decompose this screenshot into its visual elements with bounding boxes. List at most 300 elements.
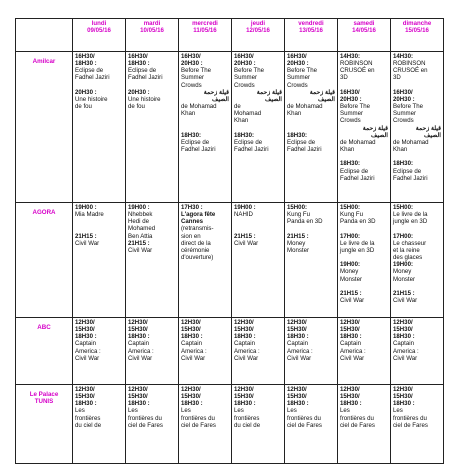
showtime: 15H30/: [234, 393, 254, 401]
day-header-dimanche: [391, 19, 444, 52]
film-title-line: Fadhel Jaziri: [128, 74, 163, 82]
film-title-line: Summer: [181, 74, 205, 82]
showtime: 15H30/: [75, 393, 95, 401]
film-title-line: Summer: [234, 74, 258, 82]
showtime: 18H30:: [287, 131, 307, 139]
showtime-cell: [285, 318, 338, 385]
showtime-cell: [338, 52, 391, 203]
film-title-line: frontières: [75, 414, 101, 422]
film-title-line: Civil War: [75, 354, 100, 362]
film-title-line: [287, 225, 335, 232]
day-header-mardi: [126, 19, 179, 52]
film-title-line: Crowds: [234, 81, 255, 89]
day-header-samedi: [338, 19, 391, 52]
showtime-cell: [179, 318, 232, 385]
showtime: 15H30/: [234, 326, 254, 334]
showtime: 20H30 :: [75, 88, 97, 96]
showtime: 15H30/: [393, 393, 413, 401]
film-title-line: Une histoire: [75, 95, 108, 103]
film-title-line: direct de la: [181, 239, 211, 247]
film-title-line: Captain: [128, 340, 150, 348]
film-title-line: Le chasseur: [393, 239, 427, 247]
film-title-line: ciel de Fares: [287, 421, 322, 429]
film-title-line: Fadhel Jaziri: [340, 174, 375, 182]
film-title-line: CRUSOÉ en: [340, 67, 375, 75]
showtime: 18H30 :: [128, 400, 150, 408]
film-title-line: [393, 82, 441, 89]
film-title-line: Les: [340, 407, 350, 415]
film-title-line: Civil War: [287, 354, 312, 362]
film-title-line: Before The: [393, 103, 424, 111]
day-date: 14/05/16: [352, 27, 376, 35]
showtime-cell: [338, 318, 391, 385]
showtime: 17H30 :: [181, 204, 203, 211]
day-name: mardi: [143, 20, 161, 27]
film-title-line: ciel de Fares: [181, 421, 216, 429]
film-title-line: قيلة زحمة: [415, 124, 441, 132]
film-title-line: cérémonie: [181, 246, 210, 254]
showtime-cell: [391, 52, 444, 203]
showtime: 12H30/: [234, 386, 254, 393]
film-title-line: Before The: [234, 67, 265, 75]
film-title-line: Les: [393, 407, 403, 415]
showtime: 15H30/: [287, 326, 307, 334]
film-title-line: الصيف: [371, 131, 388, 139]
film-title-line: Monster: [340, 275, 363, 283]
showtime: 12H30/: [128, 319, 148, 326]
showtime: 18H30 :: [234, 333, 256, 341]
day-date: 13/05/16: [299, 27, 323, 35]
showtime: 15H30/: [393, 326, 413, 334]
showtime: 18H30 :: [128, 60, 150, 68]
showtime: 18H30 :: [75, 333, 97, 341]
showtime: 15H30/: [287, 393, 307, 401]
film-title-line: [234, 218, 282, 225]
showtime-cell: [73, 385, 126, 464]
day-date: 10/05/16: [140, 27, 164, 35]
cinema-name: ABC: [37, 324, 51, 331]
showtime: L'agora fête: [181, 211, 216, 219]
showtime: 15H30/: [128, 393, 148, 401]
film-title-line: America :: [75, 347, 101, 355]
film-title-line: [340, 254, 388, 261]
schedule-body: [16, 19, 444, 464]
film-title-line: frontières du: [128, 414, 162, 422]
film-title-line: قيلة زحمة: [203, 88, 229, 96]
film-title-line: الصيف: [212, 95, 229, 103]
film-title-line: frontières: [234, 414, 260, 422]
film-title-line: America :: [128, 347, 154, 355]
showtime: 18H30 :: [75, 400, 97, 408]
film-title-line: Hedi de: [128, 218, 150, 226]
film-title-line: ROBINSON: [340, 60, 373, 68]
day-header-vendredi: [285, 19, 338, 52]
film-title-line: [234, 125, 282, 132]
showtime: 18H30:: [393, 160, 413, 168]
film-title-line: قيلة زحمة: [362, 124, 388, 132]
showtime: 14H30:: [393, 53, 413, 60]
film-title-line: [340, 283, 388, 290]
showtime-cell: [338, 385, 391, 464]
film-title-line: Crowds: [340, 117, 361, 125]
film-title-line: sion en: [181, 232, 201, 240]
film-title-line: frontières du: [181, 414, 215, 422]
showtime: 20H30 :: [128, 88, 150, 96]
cinema-name-cell: [16, 385, 73, 464]
film-title-line: Monster: [393, 275, 416, 283]
film-title-line: Eclipse de: [234, 138, 263, 146]
film-title-line: Une histoire: [128, 95, 161, 103]
showtime: 17H00:: [340, 232, 360, 240]
film-title-line: Eclipse de: [340, 167, 369, 175]
day-name: dimanche: [402, 20, 432, 27]
cinema-row: [16, 318, 444, 385]
film-title-line: jungle en 3D: [393, 218, 428, 226]
showtime: 16H30/: [234, 53, 254, 60]
film-title-line: Mohamad: [234, 110, 262, 118]
cinema-name-cell: [16, 203, 73, 318]
film-title-line: الصيف: [424, 131, 441, 139]
day-name: mercredi: [192, 20, 218, 27]
film-title-line: des glaces: [393, 254, 423, 262]
day-date: 11/05/16: [193, 27, 217, 35]
film-title-line: Money: [287, 239, 306, 247]
showtime: 20H30 :: [234, 60, 256, 68]
showtime: 21H15 :: [393, 289, 415, 297]
showtime: 19H00 :: [128, 204, 150, 211]
showtime-cell: [391, 385, 444, 464]
film-title-line: Fadhel Jaziri: [234, 146, 269, 154]
showtime: 12H30/: [340, 386, 360, 393]
cinema-row: [16, 52, 444, 203]
film-title-line: ciel de Fares: [128, 421, 163, 429]
showtime: 12H30/: [340, 319, 360, 326]
showtime: 18H30:: [340, 160, 360, 168]
showtime-cell: [179, 203, 232, 318]
film-title-line: Before The: [181, 67, 212, 75]
showtime: 19H00 :: [234, 204, 256, 211]
film-title-line: Captain: [75, 340, 97, 348]
showtime-cell: [391, 203, 444, 318]
film-title-line: Eclipse de: [287, 138, 316, 146]
header-row: [16, 19, 444, 52]
film-title-line: Summer: [287, 74, 311, 82]
cinema-name: Amilcar: [32, 58, 56, 65]
cinema-row: [16, 385, 444, 464]
showtime: 21H15 :: [340, 289, 362, 297]
film-title-line: jungle en 3D: [340, 246, 375, 254]
showtime-cell: [232, 318, 285, 385]
cinema-row: [16, 203, 444, 318]
film-title-line: Eclipse de: [75, 67, 104, 75]
showtime-cell: [285, 203, 338, 318]
film-title-line: Money: [393, 268, 412, 276]
cinema-name: AGORA: [32, 209, 56, 216]
film-title-line: Les: [287, 407, 297, 415]
film-title-line: du ciel de: [75, 421, 102, 429]
showtime: 18H30 :: [340, 333, 362, 341]
showtime: 15H00:: [287, 204, 307, 211]
film-title-line: [340, 153, 388, 160]
day-name: samedi: [353, 20, 375, 27]
showtime-cell: [73, 203, 126, 318]
showtime: 18H30 :: [287, 333, 309, 341]
showtime: 15H30/: [340, 326, 360, 334]
film-title-line: [393, 153, 441, 160]
film-title-line: Monster: [287, 246, 310, 254]
film-title-line: America :: [340, 347, 366, 355]
showtime: Cannes: [181, 218, 204, 226]
day-header-lundi: [73, 19, 126, 52]
film-title-line: America :: [287, 347, 313, 355]
film-title-line: de: [234, 103, 241, 111]
film-title-line: Captain: [287, 340, 309, 348]
showtime: 18H30 :: [128, 333, 150, 341]
showtime-cell: [338, 203, 391, 318]
film-title-line: d'ouverture): [181, 254, 214, 262]
showtime: 14H30:: [340, 53, 360, 60]
film-title-line: frontières du: [393, 414, 427, 422]
film-title-line: Before The: [287, 67, 318, 75]
film-title-line: Crowds: [181, 81, 202, 89]
film-title-line: Captain: [234, 340, 256, 348]
film-title-line: Eclipse de: [128, 67, 157, 75]
film-title-line: Eclipse de: [393, 167, 422, 175]
film-title-line: Mia Madre: [75, 211, 104, 219]
film-title-line: Civil War: [393, 297, 418, 305]
film-title-line: [287, 125, 335, 132]
film-title-line: Khan: [340, 146, 355, 154]
day-name: jeudi: [250, 20, 266, 27]
showtime: 15H30/: [75, 326, 95, 334]
cinema-name: TUNIS: [34, 398, 54, 406]
film-title-line: [75, 218, 123, 225]
showtime: 19H00 :: [75, 204, 97, 211]
film-title-line: قيلة زحمة: [256, 88, 282, 96]
showtime: 12H30/: [75, 319, 95, 326]
showtime: 12H30/: [181, 319, 201, 326]
showtime-cell: [179, 52, 232, 203]
film-title-line: [181, 117, 229, 124]
showtime: 19H00:: [340, 261, 360, 269]
day-date: 09/05/16: [87, 27, 111, 35]
film-title-line: الصيف: [318, 95, 335, 103]
film-title-line: Captain: [393, 340, 415, 348]
film-title-line: Captain: [340, 340, 362, 348]
showtime: 20H30 :: [340, 95, 362, 103]
showtime: 18H30 :: [393, 333, 415, 341]
film-title-line: Civil War: [128, 246, 153, 254]
film-title-line: frontières du: [340, 414, 374, 422]
film-title-line: Summer: [393, 110, 417, 118]
film-title-line: Le livre de la: [393, 211, 428, 219]
film-title-line: Panda en 3D: [340, 218, 376, 226]
showtime: 20H30 :: [181, 60, 203, 68]
film-title-line: Crowds: [287, 81, 308, 89]
film-title-line: Fadhel Jaziri: [287, 146, 322, 154]
showtime: 18H30 :: [181, 400, 203, 408]
showtime: 21H15 :: [234, 232, 256, 240]
showtime: 18H30:: [234, 131, 254, 139]
showtime: 12H30/: [287, 386, 307, 393]
film-title-line: [128, 82, 176, 89]
film-title-line: [340, 82, 388, 89]
film-title-line: Captain: [181, 340, 203, 348]
film-title-line: ROBINSON: [393, 60, 426, 68]
film-title-line: frontières du: [287, 414, 321, 422]
film-title-line: [181, 125, 229, 132]
film-title-line: Civil War: [75, 239, 100, 247]
day-name: lundi: [91, 20, 107, 27]
film-title-line: قيلة زحمة: [309, 88, 335, 96]
film-title-line: Mohamed: [128, 225, 156, 233]
showtime: 16H30/: [75, 53, 95, 60]
showtime: 18H30 :: [340, 400, 362, 408]
showtime: 15H00:: [340, 204, 360, 211]
showtime-cell: [126, 203, 179, 318]
showtime: 16H30/: [340, 88, 360, 96]
film-title-line: Les: [181, 407, 191, 415]
film-title-line: de Mohamad: [287, 103, 323, 111]
day-header-jeudi: [232, 19, 285, 52]
film-title-line: Khan: [393, 146, 408, 154]
showtime: 19H00:: [393, 261, 413, 269]
film-title-line: Nhebbek: [128, 211, 153, 219]
film-title-line: Kung Fu: [287, 211, 311, 219]
showtime: 12H30/: [393, 386, 413, 393]
showtime: 12H30/: [393, 319, 413, 326]
showtime: 15H30/: [128, 326, 148, 334]
showtime-cell: [73, 52, 126, 203]
film-title-line: Fadhel Jaziri: [393, 174, 428, 182]
film-title-line: [287, 117, 335, 124]
showtime: 20H30 :: [287, 60, 309, 68]
film-title-line: Civil War: [340, 354, 365, 362]
film-title-line: [234, 225, 282, 232]
showtime: 16H30/: [287, 53, 307, 60]
film-title-line: NAHID: [234, 211, 253, 219]
showtime: 18H30 :: [181, 333, 203, 341]
showtime: 15H00:: [393, 204, 413, 211]
film-title-line: Summer: [340, 110, 364, 118]
film-title-line: 3D: [340, 74, 348, 82]
film-title-line: de fou: [128, 103, 145, 111]
film-title-line: de Mohamad: [393, 138, 429, 146]
corner-cell: [16, 19, 73, 52]
showtime-cell: [232, 203, 285, 318]
film-title-line: Fadhel Jaziri: [181, 146, 216, 154]
showtime: 15H30/: [181, 326, 201, 334]
film-title-line: Civil War: [234, 239, 259, 247]
film-title-line: ciel de Fares: [393, 421, 428, 429]
film-title-line: [75, 82, 123, 89]
schedule-table: [15, 18, 444, 464]
film-title-line: Le livre de la: [340, 239, 375, 247]
day-date: 15/05/16: [405, 27, 429, 35]
film-title-line: de Mohamad: [340, 138, 376, 146]
film-title-line: America :: [393, 347, 419, 355]
showtime: 15H30/: [181, 393, 201, 401]
film-title-line: Les: [75, 407, 85, 415]
showtime-cell: [232, 385, 285, 464]
day-date: 12/05/16: [246, 27, 270, 35]
showtime-cell: [73, 318, 126, 385]
day-name: vendredi: [298, 20, 324, 27]
film-title-line: America :: [181, 347, 207, 355]
film-title-line: Les: [128, 407, 138, 415]
film-title-line: America :: [234, 347, 260, 355]
showtime: 12H30/: [128, 386, 148, 393]
film-title-line: Civil War: [181, 354, 206, 362]
film-title-line: [340, 225, 388, 232]
film-title-line: Khan: [287, 110, 302, 118]
film-title-line: Civil War: [234, 354, 259, 362]
showtime: 21H15 :: [75, 232, 97, 240]
showtime: 18H30 :: [75, 60, 97, 68]
showtime: 16H30/: [393, 88, 413, 96]
film-title-line: Khan: [234, 117, 249, 125]
film-title-line: Les: [234, 407, 244, 415]
film-title-line: (retransmis-: [181, 225, 214, 233]
day-header-mercredi: [179, 19, 232, 52]
film-title-line: Panda en 3D: [287, 218, 323, 226]
film-title-line: [75, 225, 123, 232]
showtime: 12H30/: [234, 319, 254, 326]
film-title-line: [393, 225, 441, 232]
showtime: 12H30/: [75, 386, 95, 393]
showtime: 18H30 :: [393, 400, 415, 408]
film-title-line: Eclipse de: [181, 138, 210, 146]
showtime: 12H30/: [287, 319, 307, 326]
film-title-line: Money: [340, 268, 359, 276]
showtime: 17H00:: [393, 232, 413, 240]
showtime: 20H30 :: [393, 95, 415, 103]
showtime: 12H30/: [181, 386, 201, 393]
showtime: 15H30/: [340, 393, 360, 401]
showtime: 16H30/: [128, 53, 148, 60]
film-title-line: 3D: [393, 74, 401, 82]
film-title-line: ciel de Fares: [340, 421, 375, 429]
showtime: 21H15 :: [128, 239, 150, 247]
cinema-name-cell: [16, 52, 73, 203]
showtime-cell: [179, 385, 232, 464]
cinema-name-cell: [16, 318, 73, 385]
film-title-line: Civil War: [128, 354, 153, 362]
film-title-line: de Mohamad: [181, 103, 217, 111]
film-title-line: CRUSOÉ en: [393, 67, 428, 75]
film-title-line: Civil War: [393, 354, 418, 362]
film-title-line: Ben Attia: [128, 232, 153, 240]
film-title-line: du ciel de: [234, 421, 261, 429]
showtime-cell: [232, 52, 285, 203]
film-title-line: Kung Fu: [340, 211, 364, 219]
showtime: 16H30/: [181, 53, 201, 60]
showtime: 18H30 :: [287, 400, 309, 408]
showtime-cell: [126, 385, 179, 464]
showtime-cell: [126, 318, 179, 385]
film-title-line: et la reine: [393, 246, 420, 254]
showtime-cell: [126, 52, 179, 203]
showtime-cell: [285, 52, 338, 203]
film-title-line: Civil War: [340, 297, 365, 305]
showtime: 18H30:: [181, 131, 201, 139]
film-title-line: Crowds: [393, 117, 414, 125]
film-title-line: Khan: [181, 110, 196, 118]
showtime: 21H15 :: [287, 232, 309, 240]
film-title-line: Fadhel Jaziri: [75, 74, 110, 82]
showtime: 18H30 :: [234, 400, 256, 408]
film-title-line: [393, 283, 441, 290]
